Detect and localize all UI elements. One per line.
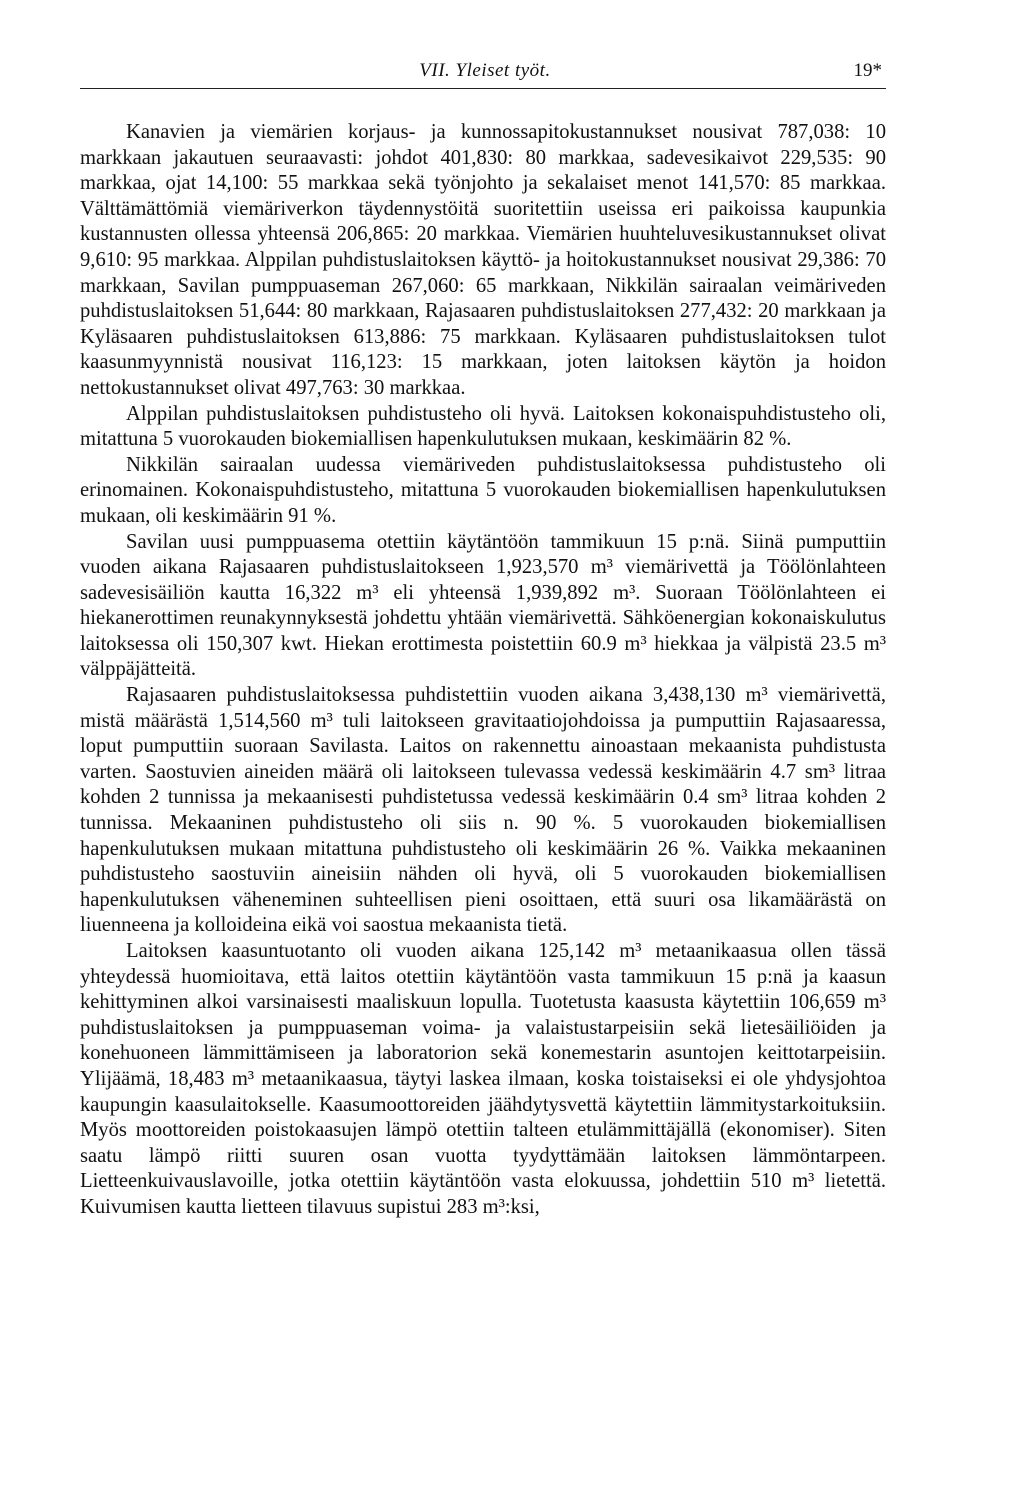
running-title: VII. Yleiset työt. bbox=[419, 60, 551, 81]
paragraph-rajasaari: Rajasaaren puhdistuslaitoksessa puhdistettiin vuoden aikana 3,438,130 m³ viemärivettä, mistä määrästä 1,514,560 m³ tuli laitokseen gravitaatiojohdoissa ja pumputtiin Rajasaaressa, loput pumputtiin suoraan Savilasta. Laitos on rakennettu ainoastaan mekaanista puhdistusta varten. Saostuvien aineiden määrä oli laitokseen tulevassa vedessä keskimäärin 4.7 sm³ litraa kohden 2 tunnissa ja mekaanisesti puhdistetussa vedessä keskimäärin 0.4 sm³ litraa kohden 2 tunnissa. Mekaaninen puhdistusteho oli siis n. 90 %. 5 vuorokauden biokemiallisen hapenkulutuksen mukaan mitattuna puhdistusteho oli keskimäärin 26 %. Vaikka mekaaninen puhdistusteho saostuviin aineisiin nähden oli hyvä, oli 5 vuorokauden biokemiallisen hapenkulutuksen väheneminen suhteellisen pieni osoittaen, että suuri osa likamäärästä on liuenneena ja kolloideina eikä voi saostua mekaanista tietä. bbox=[80, 684, 886, 937]
body-text bbox=[80, 120, 886, 1221]
paragraph-nikkila: Nikkilän sairaalan uudessa viemäriveden puhdistuslaitoksessa puhdistusteho oli erinomainen. Kokonaispuhdistusteho, mitattuna 5 vuorokauden biokemiallisen hapenkulutuksen mukaan, oli keskimäärin 91 %. bbox=[80, 453, 886, 527]
paragraph-gas-production: Laitoksen kaasuntuotanto oli vuoden aikana 125,142 m³ metaanikaasua ollen tässä yhteydessä huomioitava, että laitos otettiin käytäntöön vasta tammikuun 15 p:nä ja kaasun kehittyminen alkoi varsinaisesti maaliskuun lopulla. Tuotetusta kaasusta käytettiin 106,659 m³ puhdistuslaitoksen ja pumppuaseman voima- ja valaistustarpeisiin sekä lietesäiliöiden ja konehuoneen lämmittämiseen ja laboratorion sekä konemestarin asuntojen keittotarpeisiin. Ylijäämä, 18,483 m³ metaanikaasua, täytyi laskea ilmaan, koska toistaiseksi ei ole yhdysjohtoa kaupungin kaasulaitokselle. Kaasumoottoreiden jäähdytysvettä käytettiin lämmitystarkoituksiin. Myös moottoreiden poistokaasujen lämpö otettiin talteen etulämmittäjällä (ekonomiser). Siten saatu lämpö riitti suuren osan vuotta tyydyttämään laitoksen lämmöntarpeen. Lietteenkuivauslavoille, jotka otettiin käytäntöön vasta elokuussa, johdettiin 510 m³ lietettä. Kuivumisen kautta lietteen tilavuus supistui 283 m³:ksi, bbox=[80, 940, 886, 1218]
page-header bbox=[80, 60, 890, 86]
header-rule bbox=[80, 88, 886, 89]
page-number: 19* bbox=[853, 60, 882, 81]
paragraph-savila: Savilan uusi pumppuasema otettiin käytäntöön tammikuun 15 p:nä. Siinä pumputtiin vuoden aikana Rajasaaren puhdistuslaitokseen 1,923,570 m³ viemärivettä ja Töölönlahteen sadevesisäiliön kautta 16,322 m³ eli yhteensä 1,939,892 m³. Suoraan Töölönlahteen ei hiekanerottimen reunakynnyksestä johdettu yhtään viemärivettä. Sähköenergian kokonaiskulutus laitoksessa oli 150,307 kwt. Hiekan erottimesta poistettiin 60.9 m³ hiekkaa ja välpistä 23.5 m³ välppäjätteitä. bbox=[80, 530, 886, 681]
paragraph-alppila: Alppilan puhdistuslaitoksen puhdistusteho oli hyvä. Laitoksen kokonaispuhdistusteho oli, mitattuna 5 vuorokauden biokemiallisen hapenkulutuksen mukaan, keskimäärin 82 %. bbox=[80, 402, 886, 451]
paragraph-costs: Kanavien ja viemärien korjaus- ja kunnossapitokustannukset nousivat 787,038: 10 markkaan jakautuen seuraavasti: johdot 401,830: 80 markkaa, sadevesikaivot 229,535: 90 markkaa, ojat 14,100: 55 markkaa sekä työnjohto ja sekalaiset menot 141,570: 85 markkaa. Välttämättömiä viemäriverkon täydennystöitä suoritettiin useissa eri paikoissa kaupunkia kustannusten ollessa yhteensä 206,865: 20 markkaa. Viemärien huuhteluvesikustannukset olivat 9,610: 95 markkaa. Alppilan puhdistuslaitoksen käyttö- ja hoitokustannukset nousivat 29,386: 70 markkaan, Savilan pumppuaseman 267,060: 65 markkaan, Nikkilän sairaalan veimäriveden puhdistuslaitoksen 51,644: 80 markkaan, Rajasaaren puhdistuslaitoksen 277,432: 20 markkaan ja Kyläsaaren puhdistuslaitoksen 613,886: 75 markkaan. Kyläsaaren puhdistuslaitoksen tulot kaasunmyynnistä nousivat 116,123: 15 markkaan, joten laitoksen käytön ja hoidon nettokustannukset olivat 497,763: 30 markkaa. bbox=[80, 121, 886, 399]
